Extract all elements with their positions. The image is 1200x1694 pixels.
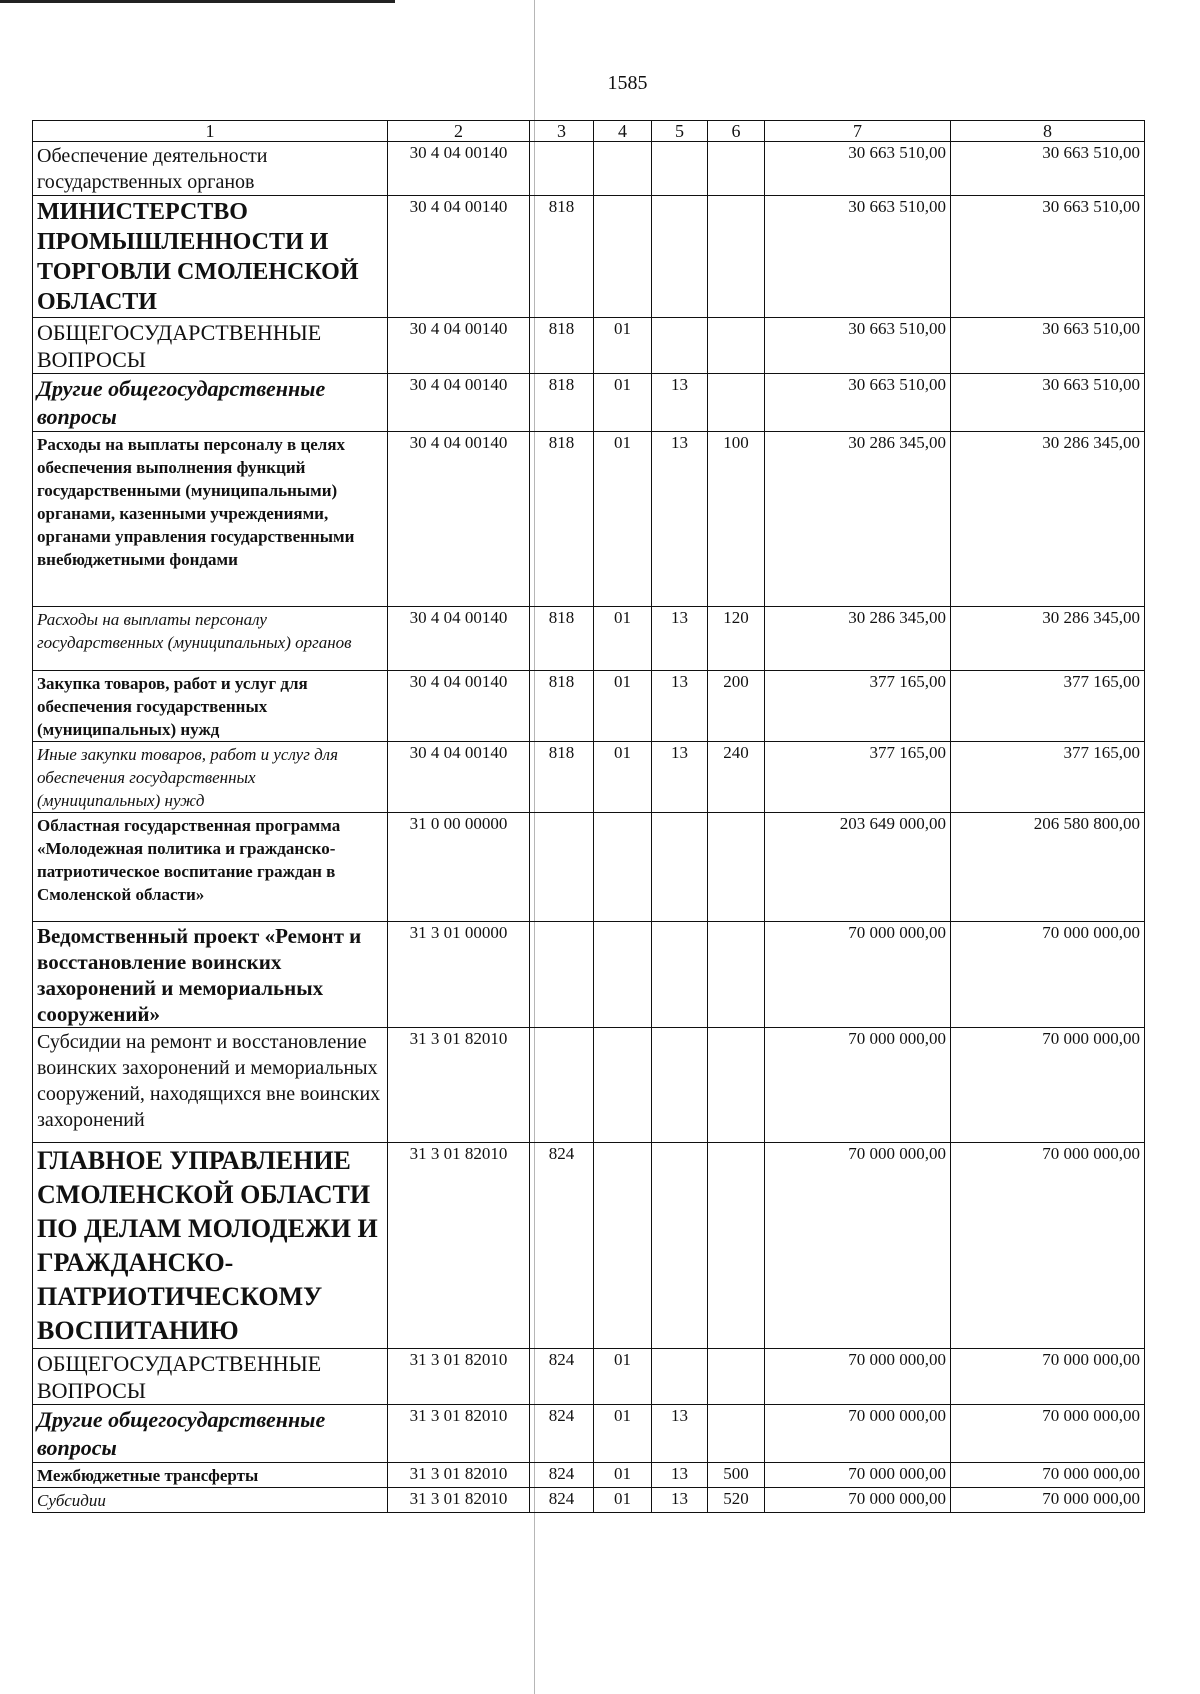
row-col5-cell: 13	[652, 1488, 708, 1513]
row-col3-cell	[530, 142, 594, 196]
row-amount-col8-cell: 30 286 345,00	[951, 607, 1145, 671]
table-row	[33, 813, 1145, 922]
row-col4-cell: 01	[594, 1488, 652, 1513]
column-header: 6	[708, 121, 765, 142]
column-header: 1	[33, 121, 388, 142]
row-amount-col7-cell: 30 663 510,00	[765, 374, 951, 432]
row-col3-cell	[530, 813, 594, 922]
header-row	[33, 121, 1145, 142]
column-header: 5	[652, 121, 708, 142]
row-name-cell: Закупка товаров, работ и услуг для обеспечения государственных (муниципальных) нужд	[33, 671, 388, 742]
row-amount-col7-cell: 30 286 345,00	[765, 432, 951, 607]
row-col6-cell	[708, 1405, 765, 1463]
row-name-cell: Расходы на выплаты персоналу в целях обеспечения выполнения функций государственными (муниципальными) органами, казенными учреждениями, органами управления государственными внебюджетными фондами	[33, 432, 388, 607]
row-amount-col7-cell: 30 286 345,00	[765, 607, 951, 671]
row-col6-cell	[708, 1143, 765, 1349]
row-amount-col7-cell: 377 165,00	[765, 742, 951, 813]
table-row	[33, 318, 1145, 374]
row-col6-cell	[708, 196, 765, 318]
row-col5-cell	[652, 922, 708, 1028]
row-col6-cell: 520	[708, 1488, 765, 1513]
budget-table	[32, 120, 1145, 1513]
row-col4-cell: 01	[594, 318, 652, 374]
table-row	[33, 432, 1145, 607]
row-code-cell: 30 4 04 00140	[388, 374, 530, 432]
row-col4-cell: 01	[594, 1463, 652, 1488]
row-col4-cell: 01	[594, 1405, 652, 1463]
row-col3-cell	[530, 922, 594, 1028]
row-code-cell: 31 3 01 82010	[388, 1143, 530, 1349]
row-col4-cell	[594, 1028, 652, 1143]
table-row	[33, 607, 1145, 671]
row-amount-col7-cell: 70 000 000,00	[765, 1488, 951, 1513]
row-col4-cell: 01	[594, 374, 652, 432]
column-header: 8	[951, 121, 1145, 142]
column-header: 3	[530, 121, 594, 142]
row-name-cell: Межбюджетные трансферты	[33, 1463, 388, 1488]
row-col4-cell: 01	[594, 671, 652, 742]
row-col4-cell: 01	[594, 607, 652, 671]
row-col6-cell	[708, 318, 765, 374]
row-col3-cell: 818	[530, 671, 594, 742]
row-name-cell: Ведомственный проект «Ремонт и восстановление воинских захоронений и мемориальных сооружений»	[33, 922, 388, 1028]
row-col3-cell: 818	[530, 432, 594, 607]
row-col4-cell: 01	[594, 1349, 652, 1405]
row-col5-cell: 13	[652, 432, 708, 607]
row-col6-cell	[708, 374, 765, 432]
row-amount-col8-cell: 30 663 510,00	[951, 318, 1145, 374]
row-code-cell: 30 4 04 00140	[388, 607, 530, 671]
row-amount-col8-cell: 206 580 800,00	[951, 813, 1145, 922]
table-row	[33, 374, 1145, 432]
row-col5-cell	[652, 813, 708, 922]
row-code-cell: 30 4 04 00140	[388, 142, 530, 196]
row-col5-cell	[652, 196, 708, 318]
row-code-cell: 30 4 04 00140	[388, 318, 530, 374]
row-col4-cell	[594, 142, 652, 196]
row-name-cell: ОБЩЕГОСУДАРСТВЕННЫЕ ВОПРОСЫ	[33, 1349, 388, 1405]
row-amount-col7-cell: 203 649 000,00	[765, 813, 951, 922]
row-col6-cell	[708, 1349, 765, 1405]
column-header: 2	[388, 121, 530, 142]
row-code-cell: 31 0 00 00000	[388, 813, 530, 922]
row-code-cell: 30 4 04 00140	[388, 432, 530, 607]
row-col3-cell: 824	[530, 1463, 594, 1488]
row-col4-cell	[594, 922, 652, 1028]
row-name-cell: Областная государственная программа «Молодежная политика и гражданско-патриотическое воспитание граждан в Смоленской области»	[33, 813, 388, 922]
row-name-cell: Другие общегосударственные вопросы	[33, 374, 388, 432]
table-row	[33, 742, 1145, 813]
row-col3-cell: 818	[530, 318, 594, 374]
row-col6-cell: 100	[708, 432, 765, 607]
row-amount-col8-cell: 70 000 000,00	[951, 1028, 1145, 1143]
row-col6-cell	[708, 1028, 765, 1143]
row-name-cell: Иные закупки товаров, работ и услуг для обеспечения государственных (муниципальных) нужд	[33, 742, 388, 813]
row-col4-cell	[594, 196, 652, 318]
row-amount-col8-cell: 377 165,00	[951, 742, 1145, 813]
row-name-cell: Обеспечение деятельности государственных органов	[33, 142, 388, 196]
row-col6-cell: 240	[708, 742, 765, 813]
row-code-cell: 31 3 01 82010	[388, 1488, 530, 1513]
row-col5-cell	[652, 1349, 708, 1405]
row-amount-col8-cell: 377 165,00	[951, 671, 1145, 742]
row-col3-cell	[530, 1028, 594, 1143]
row-code-cell: 30 4 04 00140	[388, 742, 530, 813]
row-amount-col8-cell: 70 000 000,00	[951, 1349, 1145, 1405]
row-col6-cell	[708, 813, 765, 922]
row-amount-col8-cell: 30 663 510,00	[951, 374, 1145, 432]
row-amount-col7-cell: 70 000 000,00	[765, 1349, 951, 1405]
row-code-cell: 30 4 04 00140	[388, 196, 530, 318]
page-number: 1585	[607, 72, 648, 94]
table-row	[33, 1405, 1145, 1463]
row-col3-cell: 818	[530, 742, 594, 813]
row-amount-col8-cell: 70 000 000,00	[951, 1143, 1145, 1349]
table-row	[33, 671, 1145, 742]
row-col5-cell: 13	[652, 607, 708, 671]
row-amount-col7-cell: 70 000 000,00	[765, 1143, 951, 1349]
row-name-cell: Субсидии на ремонт и восстановление воинских захоронений и мемориальных сооружений, находящихся вне воинских захоронений	[33, 1028, 388, 1143]
row-amount-col7-cell: 377 165,00	[765, 671, 951, 742]
row-col3-cell: 824	[530, 1349, 594, 1405]
table-row	[33, 1463, 1145, 1488]
row-name-cell: ГЛАВНОЕ УПРАВЛЕНИЕ СМОЛЕНСКОЙ ОБЛАСТИ ПО ДЕЛАМ МОЛОДЕЖИ И ГРАЖДАНСКО-ПАТРИОТИЧЕСКОМУ ВОСПИТАНИЮ	[33, 1143, 388, 1349]
row-col3-cell: 818	[530, 374, 594, 432]
row-amount-col7-cell: 70 000 000,00	[765, 1028, 951, 1143]
row-col5-cell: 13	[652, 374, 708, 432]
row-code-cell: 31 3 01 82010	[388, 1463, 530, 1488]
row-code-cell: 31 3 01 82010	[388, 1028, 530, 1143]
row-amount-col8-cell: 70 000 000,00	[951, 1488, 1145, 1513]
row-amount-col8-cell: 70 000 000,00	[951, 1405, 1145, 1463]
row-col5-cell: 13	[652, 742, 708, 813]
row-amount-col8-cell: 30 286 345,00	[951, 432, 1145, 607]
column-header: 7	[765, 121, 951, 142]
row-col6-cell: 200	[708, 671, 765, 742]
row-code-cell: 31 3 01 82010	[388, 1349, 530, 1405]
row-name-cell: ОБЩЕГОСУДАРСТВЕННЫЕ ВОПРОСЫ	[33, 318, 388, 374]
row-amount-col7-cell: 30 663 510,00	[765, 142, 951, 196]
row-col3-cell: 824	[530, 1143, 594, 1349]
row-code-cell: 30 4 04 00140	[388, 671, 530, 742]
row-code-cell: 31 3 01 82010	[388, 1405, 530, 1463]
row-col3-cell: 818	[530, 607, 594, 671]
row-col3-cell: 824	[530, 1488, 594, 1513]
row-amount-col7-cell: 30 663 510,00	[765, 196, 951, 318]
row-col3-cell: 824	[530, 1405, 594, 1463]
table-body	[33, 142, 1145, 1513]
row-col5-cell	[652, 1028, 708, 1143]
row-col5-cell: 13	[652, 1463, 708, 1488]
row-amount-col7-cell: 70 000 000,00	[765, 1405, 951, 1463]
row-col5-cell	[652, 318, 708, 374]
column-header: 4	[594, 121, 652, 142]
row-col5-cell: 13	[652, 671, 708, 742]
table-row	[33, 1349, 1145, 1405]
row-name-cell: МИНИСТЕРСТВО ПРОМЫШЛЕННОСТИ И ТОРГОВЛИ СМОЛЕНСКОЙ ОБЛАСТИ	[33, 196, 388, 318]
row-amount-col8-cell: 30 663 510,00	[951, 196, 1145, 318]
top-rule	[0, 0, 395, 3]
table-row	[33, 922, 1145, 1028]
row-amount-col7-cell: 70 000 000,00	[765, 1463, 951, 1488]
row-amount-col8-cell: 30 663 510,00	[951, 142, 1145, 196]
table-row	[33, 196, 1145, 318]
row-col4-cell: 01	[594, 742, 652, 813]
table-row	[33, 142, 1145, 196]
row-col6-cell: 500	[708, 1463, 765, 1488]
row-col4-cell: 01	[594, 432, 652, 607]
row-name-cell: Другие общегосударственные вопросы	[33, 1405, 388, 1463]
table-row	[33, 1028, 1145, 1143]
row-amount-col7-cell: 70 000 000,00	[765, 922, 951, 1028]
row-amount-col7-cell: 30 663 510,00	[765, 318, 951, 374]
row-name-cell: Субсидии	[33, 1488, 388, 1513]
row-col4-cell	[594, 813, 652, 922]
row-col6-cell: 120	[708, 607, 765, 671]
row-amount-col8-cell: 70 000 000,00	[951, 1463, 1145, 1488]
row-name-cell: Расходы на выплаты персоналу государственных (муниципальных) органов	[33, 607, 388, 671]
table-row	[33, 1143, 1145, 1349]
row-col5-cell	[652, 142, 708, 196]
row-col4-cell	[594, 1143, 652, 1349]
row-col5-cell	[652, 1143, 708, 1349]
row-col5-cell: 13	[652, 1405, 708, 1463]
row-amount-col8-cell: 70 000 000,00	[951, 922, 1145, 1028]
table-row	[33, 1488, 1145, 1513]
row-col6-cell	[708, 142, 765, 196]
row-code-cell: 31 3 01 00000	[388, 922, 530, 1028]
row-col6-cell	[708, 922, 765, 1028]
row-col3-cell: 818	[530, 196, 594, 318]
